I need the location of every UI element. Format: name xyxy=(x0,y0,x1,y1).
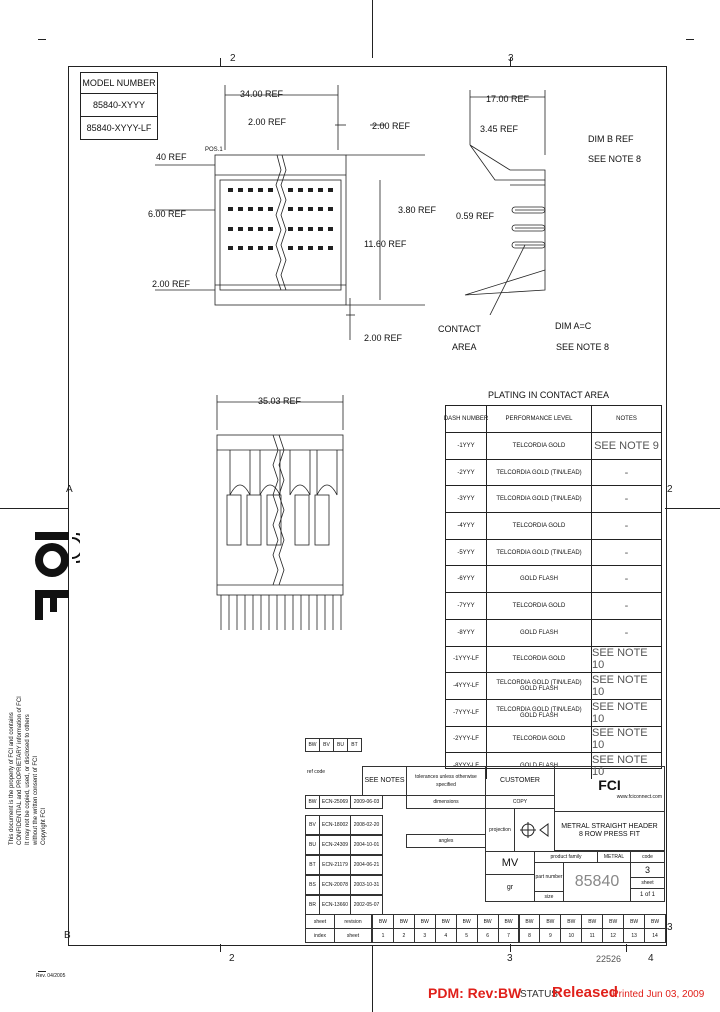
dim-34-ref: 34.00 REF xyxy=(240,89,284,99)
ref-code-label: ref code xyxy=(307,769,326,775)
plating-perf: GOLD FLASH xyxy=(487,753,592,779)
zone-right-3: 3 xyxy=(667,922,673,933)
index-row-label: index xyxy=(305,928,335,943)
rev-date: 2004-06-21 xyxy=(350,855,383,875)
status-label: STATUS xyxy=(520,989,558,1000)
model-row-2: 85840-XYYY-LF xyxy=(86,123,152,133)
dim-345-ref: 3.45 REF xyxy=(480,124,519,134)
plating-table xyxy=(443,405,662,779)
part-number-value: 85840 xyxy=(563,862,631,902)
dim-200-ref: 2.00 REF xyxy=(152,279,191,289)
angles-label: angles xyxy=(406,834,486,848)
dim-40-ref: 40 REF xyxy=(156,152,187,162)
index-col: 13 xyxy=(623,928,645,943)
product-family-label: product family xyxy=(534,851,598,863)
rev-col: BW xyxy=(393,914,415,929)
dim-2-ref-b: 2.00 REF xyxy=(372,121,411,131)
rev-ecn: ECN-21179 xyxy=(319,855,351,875)
rev-col: BW xyxy=(414,914,436,929)
see-note-8-a: SEE NOTE 8 xyxy=(588,154,642,164)
plating-table-title: PLATING IN CONTACT AREA xyxy=(488,390,610,400)
plating-row xyxy=(446,673,661,700)
part-number-label: part number xyxy=(534,862,564,892)
side-view-drawing xyxy=(450,85,580,315)
gr-label: gr xyxy=(485,874,535,902)
rev-ltr: BW xyxy=(305,795,320,809)
rev-ltr: BS xyxy=(305,875,320,895)
zone-bottom-3: 3 xyxy=(507,953,513,964)
plating-row xyxy=(446,647,661,674)
code-label: code xyxy=(630,851,665,863)
plating-perf: TELCORDIA GOLD (TIN/LEAD) GOLD FLASH xyxy=(487,700,592,726)
plating-dash: -1YYY xyxy=(446,433,487,459)
revision-row-label: revision xyxy=(334,914,372,929)
dim-b-ref: DIM B REF xyxy=(588,134,634,144)
plating-notes: SEE NOTE 10 xyxy=(592,754,648,779)
index-col: 6 xyxy=(477,928,499,943)
index-col: 2 xyxy=(393,928,415,943)
legal-line-2: CONFIDENTIAL and PROPRIETARY information of FCI xyxy=(17,696,23,845)
rev-col: BW xyxy=(539,914,561,929)
index-col: 9 xyxy=(539,928,561,943)
plating-perf: TELCORDIA GOLD xyxy=(487,647,592,673)
plating-notes: SEE NOTE 9 xyxy=(594,439,659,452)
title-block xyxy=(305,738,665,944)
model-header: MODEL NUMBER xyxy=(81,73,157,94)
plating-dash: -8YYY-LF xyxy=(446,753,487,779)
dim-a-c: DIM A=C xyxy=(555,321,592,331)
rev-ltr: BT xyxy=(305,855,320,875)
index-col: 10 xyxy=(560,928,582,943)
grid-bw: BW xyxy=(305,738,320,752)
website: www.fciconnect.com xyxy=(616,794,662,800)
zone-bottom-4: 4 xyxy=(648,953,654,964)
rev-col: BW xyxy=(602,914,624,929)
plating-notes: - xyxy=(624,573,629,586)
legal-text-block xyxy=(8,685,68,845)
plating-col-dash: DASH NUMBER xyxy=(446,406,487,432)
model-row-1: 85840-XYYY xyxy=(81,94,157,117)
zone-left-B: B xyxy=(64,930,71,941)
plating-dash: -4YYY xyxy=(446,513,487,539)
rev-ecn: ECN-13660 xyxy=(319,895,351,915)
plating-row xyxy=(446,513,661,540)
plating-notes: - xyxy=(624,599,629,612)
description xyxy=(554,811,665,851)
plating-perf: TELCORDIA GOLD xyxy=(487,727,592,753)
plating-dash: -2YYY xyxy=(446,460,487,486)
dim-1160-ref: 11.60 REF xyxy=(364,239,407,249)
plating-notes: - xyxy=(624,519,629,532)
grid-bt: BT xyxy=(347,738,362,752)
dim-3503-ref: 35.03 REF xyxy=(258,396,302,406)
plating-col-notes: NOTES xyxy=(616,416,637,422)
plating-perf: GOLD FLASH xyxy=(487,566,592,592)
grid-bu: BU xyxy=(333,738,348,752)
bottom-view-drawing xyxy=(205,390,365,635)
status-value: Released xyxy=(552,984,618,1001)
zone-left-A: A xyxy=(66,484,73,495)
plating-perf: TELCORDIA GOLD (TIN/LEAD) xyxy=(487,540,592,566)
rev-ltr: BV xyxy=(305,815,320,835)
see-notes: SEE NOTES xyxy=(362,766,407,796)
plating-perf: TELCORDIA GOLD (TIN/LEAD) xyxy=(487,486,592,512)
code-value: 3 xyxy=(630,862,665,878)
plating-notes: SEE NOTE 10 xyxy=(592,674,648,699)
plating-dash: -7YYY xyxy=(446,593,487,619)
fci-logo-large xyxy=(30,530,80,625)
rev-col: BW xyxy=(435,914,457,929)
plating-dash: -6YYY xyxy=(446,566,487,592)
size-label: size xyxy=(534,891,564,902)
plating-notes: - xyxy=(624,466,629,479)
area-label: AREA xyxy=(452,342,477,352)
plating-notes: - xyxy=(624,493,629,506)
sheet-value: 1 of 1 xyxy=(630,888,665,902)
contact-label: CONTACT xyxy=(438,324,481,334)
projection-label: projection xyxy=(485,808,515,852)
legal-line-5: Copyright FCI xyxy=(41,807,47,845)
plating-perf: GOLD FLASH xyxy=(487,620,592,646)
rev-col: BW xyxy=(477,914,499,929)
plating-perf: TELCORDIA GOLD (TIN/LEAD) GOLD FLASH xyxy=(487,673,592,699)
rev-col: BW xyxy=(372,914,394,929)
rev-ltr: BU xyxy=(305,835,320,855)
plating-dash: -8YYY xyxy=(446,620,487,646)
rev-col: BW xyxy=(623,914,645,929)
dim-6-ref: 6.00 REF xyxy=(148,209,187,219)
rev-ltr: BR xyxy=(305,895,320,915)
index-col: 5 xyxy=(456,928,478,943)
grid-bv: BV xyxy=(319,738,334,752)
projection-icon xyxy=(520,821,550,839)
index-col: 1 xyxy=(372,928,394,943)
plating-dash: -3YYY xyxy=(446,486,487,512)
dim-380-ref: 3.80 REF xyxy=(398,205,437,215)
dim-2-ref: 2.00 REF xyxy=(248,117,287,127)
sheet-row-label: sheet xyxy=(305,914,335,929)
dim-059-ref: 0.59 REF xyxy=(456,211,495,221)
plating-row xyxy=(446,593,661,620)
rev-ecn: ECN-25069 xyxy=(319,795,351,809)
zone-bottom-2: 2 xyxy=(229,953,235,964)
index-col: 14 xyxy=(644,928,666,943)
rev-date: 2009-06-03 xyxy=(350,795,383,809)
see-note-8-b: SEE NOTE 8 xyxy=(556,342,610,352)
plating-row xyxy=(446,460,661,487)
sheet2-row-label: sheet xyxy=(334,928,372,943)
rev-col: BW xyxy=(456,914,478,929)
plating-perf: TELCORDIA GOLD xyxy=(487,513,592,539)
tolerances: tolerances unless otherwise specified xyxy=(406,766,486,796)
index-col: 7 xyxy=(498,928,520,943)
plating-notes: - xyxy=(624,626,629,639)
plating-row xyxy=(446,433,661,460)
rev-date: 2002-05-07 xyxy=(350,895,383,915)
customer: CUSTOMER xyxy=(485,766,555,796)
rev-col: BW xyxy=(581,914,603,929)
pos-1-label: POS.1 xyxy=(205,147,223,153)
zone-top-3: 3 xyxy=(508,53,514,64)
desc-line-2: 8 ROW PRESS FIT xyxy=(578,831,641,838)
plating-perf: TELCORDIA GOLD xyxy=(487,593,592,619)
rev-date: 2004-10-01 xyxy=(350,835,383,855)
dim-200c-ref: 2.00 REF xyxy=(364,333,403,343)
legal-line-1: This document is the property of FCI and contains xyxy=(9,712,15,845)
plating-dash: -2YYY-LF xyxy=(446,727,487,753)
rev-date: 2003-10-31 xyxy=(350,875,383,895)
rev-ecn: ECN-24309 xyxy=(319,835,351,855)
projection-symbol xyxy=(514,808,555,852)
plating-notes: SEE NOTE 10 xyxy=(592,727,648,752)
rev-col: BW xyxy=(519,914,541,929)
sheet-label: sheet xyxy=(630,877,665,889)
mv-label: MV xyxy=(485,851,535,875)
rev-col: BW xyxy=(560,914,582,929)
plating-dash: -4YYY-LF xyxy=(446,673,487,699)
rev-ecn: ECN-20078 xyxy=(319,875,351,895)
product-family-value: METRAL xyxy=(597,851,631,863)
plating-dash: -7YYY-LF xyxy=(446,700,487,726)
plating-row xyxy=(446,540,661,567)
rev-ecn: ECN-18002 xyxy=(319,815,351,835)
plating-dash: -5YYY xyxy=(446,540,487,566)
plating-perf: TELCORDIA GOLD (TIN/LEAD) xyxy=(487,460,592,486)
dimensions-label: dimensions xyxy=(406,795,486,809)
index-col: 11 xyxy=(581,928,603,943)
rev-col: BW xyxy=(498,914,520,929)
plating-notes: SEE NOTE 10 xyxy=(592,700,648,725)
plating-notes: SEE NOTE 10 xyxy=(592,647,648,672)
plating-row xyxy=(446,566,661,593)
rev-col: BW xyxy=(644,914,666,929)
legal-line-3: It may not be copied, used, or disclosed to others xyxy=(25,714,31,845)
pdm-rev: PDM: Rev:BW xyxy=(428,985,522,1001)
index-col: 12 xyxy=(602,928,624,943)
zone-right-2: 2 xyxy=(667,484,673,495)
title-logo-cell xyxy=(554,766,665,812)
plating-row xyxy=(446,700,661,727)
printed-date: Printed Jun 03, 2009 xyxy=(612,989,705,1000)
doc-code: 22526 xyxy=(596,954,622,964)
fci-logo-small: FCI xyxy=(598,777,621,793)
index-col: 8 xyxy=(519,928,541,943)
plating-row xyxy=(446,620,661,647)
copy-label: COPY xyxy=(485,795,555,809)
plating-col-perf: PERFORMANCE LEVEL xyxy=(487,406,592,432)
form-rev-note: Rev. 04/2005 xyxy=(36,973,66,979)
zone-top-2: 2 xyxy=(230,53,236,64)
desc-line-1: METRAL STRAIGHT HEADER xyxy=(561,823,658,830)
legal-line-4: without the written consent of FCI xyxy=(33,755,39,845)
plating-perf: TELCORDIA GOLD xyxy=(487,433,592,459)
dim-17-ref: 17.00 REF xyxy=(486,94,530,104)
rev-date: 2008-02-20 xyxy=(350,815,383,835)
index-col: 4 xyxy=(435,928,457,943)
plating-row xyxy=(446,486,661,513)
plating-dash: -1YYY-LF xyxy=(446,647,487,673)
index-col: 3 xyxy=(414,928,436,943)
plating-notes: - xyxy=(624,546,629,559)
